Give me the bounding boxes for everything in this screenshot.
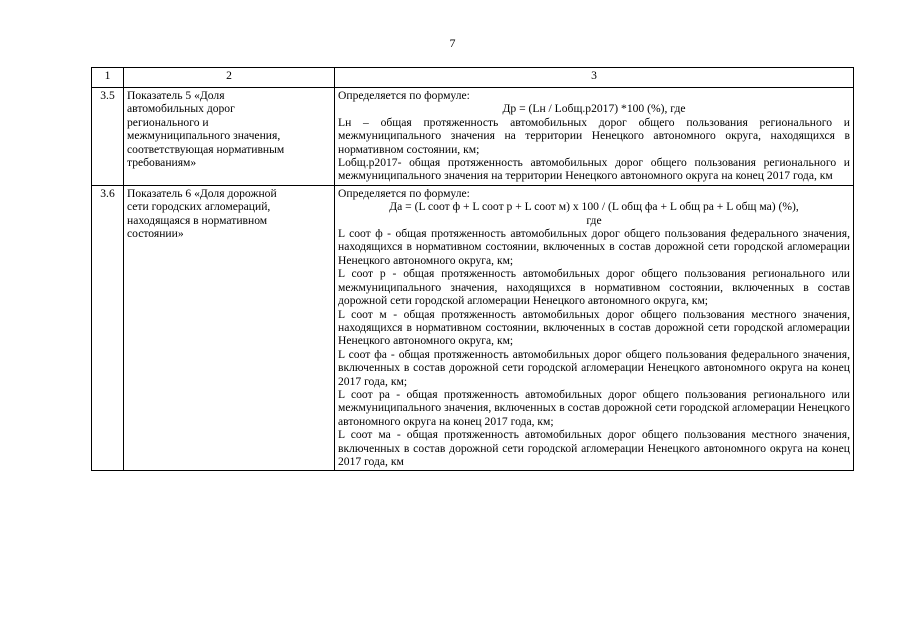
indicator-name-line: соответствующая нормативным [127,142,285,156]
formula-intro: Определяется по формуле: [338,89,470,102]
indicator-description [335,88,854,186]
column-header-number: 1 [92,68,124,88]
indicators-table [91,67,854,471]
formula-intro: Определяется по формуле: [338,186,470,200]
row-number: 3.6 [92,185,124,471]
indicator-name-line: находящаяся в нормативном [127,213,268,227]
table-row [92,88,854,186]
indicator-name-line: регионального и [127,115,209,129]
indicator-name-line: межмуниципального значения, [127,129,281,143]
formula-suffix: где [586,213,602,227]
formula-definition: L соот р - общая протяженность автомобильных дорог общего пользования регионального или межмуниципального значения, находящихся в нормативном состоянии, включенных в состав дорожной сети городской агломерации Ненецкого автономного округа, км; [338,267,850,308]
formula-definition: Lобщ.р2017- общая протяженность автомобильных дорог общего пользования регионального и межмуниципального значения на территории Ненецкого автономного округа на конец 2017 года, км [338,156,850,183]
row-number: 3.5 [92,88,124,186]
indicator-name-line: состоянии» [127,227,184,241]
column-header-description: 3 [335,68,854,88]
indicator-name-line: требованиям» [127,156,197,170]
formula-definition: Lн – общая протяженность автомобильных дорог общего пользования регионального и межмуниципального значения на территории Ненецкого автономного округа, находящихся в нормативном состоянии, км; [338,115,850,156]
table-row [92,185,854,471]
formula-definition: L соот ра - общая протяженность автомобильных дорог общего пользования регионального или межмуниципального значения, включенных в состав дорожной сети городской агломерации Ненецкого автономного округа на конец 2017 года, км; [338,387,850,428]
formula-definition: L соот фа - общая протяженность автомобильных дорог общего пользования федерального значения, включенных в состав дорожной сети городской агломерации Ненецкого автономного округа на конец 2017 года, км; [338,347,850,388]
indicator-name-line: Показатель 6 «Доля дорожной [127,186,277,200]
formula: Др = (Lн / Lобщ.р2017) *100 (%), где [502,102,686,116]
indicator-name [124,88,335,186]
column-header-name: 2 [124,68,335,88]
formula-definition: L соот м - общая протяженность автомобильных дорог общего пользования местного значения, находящихся в нормативном состоянии, включенных в состав дорожной сети городской агломерации Ненецкого автономного округа, км; [338,307,850,348]
page-number: 7 [449,36,456,50]
indicator-name-line: автомобильных дорог [127,102,235,116]
table-header-row [92,68,854,88]
indicator-name [124,185,335,471]
formula-definition: L соот ма - общая протяженность автомобильных дорог общего пользования местного значения, включенных в состав дорожной сети городской агломерации Ненецкого автономного округа на конец 2017 года, км [338,428,850,468]
indicator-name-line: сети городских агломераций, [127,200,271,214]
formula: Да = (L соот ф + L соот р + L соот м) х 100 / (L общ фа + L общ ра + L общ ма) (%), [389,200,799,214]
indicator-name-line: Показатель 5 «Доля [127,89,225,102]
indicator-description [335,185,854,471]
formula-definition: L соот ф - общая протяженность автомобильных дорог общего пользования федерального значения, находящихся в нормативном состоянии, включенных в состав дорожной сети городской агломерации Ненецкого автономного округа, км; [338,227,850,267]
